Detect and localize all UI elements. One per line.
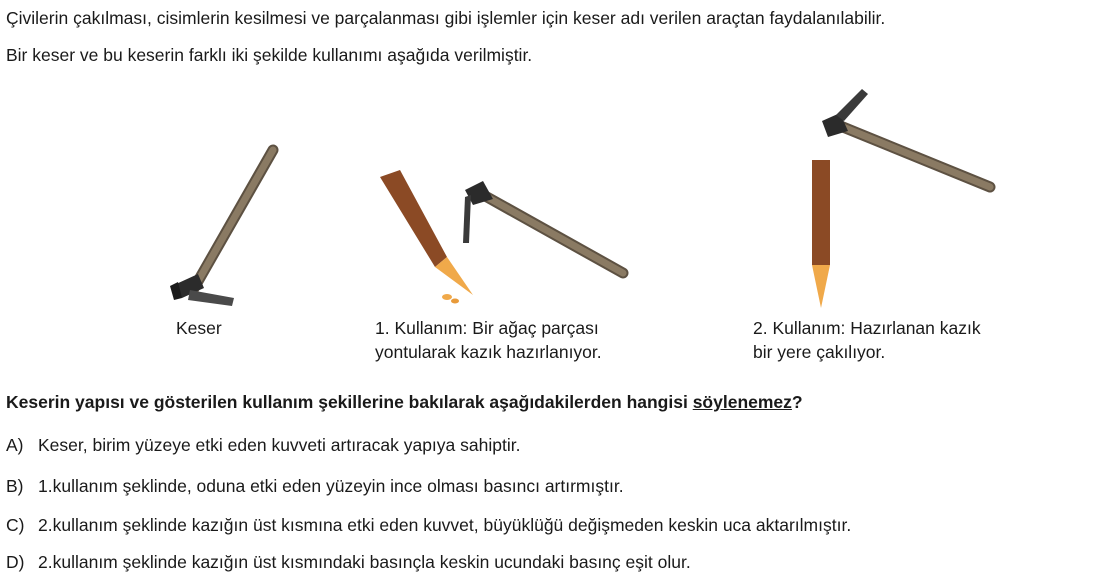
intro-line-1: Çivilerin çakılması, cisimlerin kesilmesi ve parçalanması gibi işlemler için keser adı verilen araçtan faydalanılabilir.	[6, 8, 886, 28]
question-underlined: söylenemez	[692, 392, 792, 412]
question-before: Keserin yapısı ve gösterilen kullanım şekillerine bakılarak aşağıdakilerden hangisi	[6, 392, 693, 412]
use1-illustration	[375, 165, 635, 310]
use1-caption	[375, 316, 602, 364]
option-a[interactable]	[6, 435, 520, 456]
option-d-text: 2.kullanım şeklinde kazığın üst kısmındaki basınçla keskin ucundaki basınç eşit olur.	[38, 552, 691, 572]
use2-caption-line-2: bir yere çakılıyor.	[753, 342, 886, 362]
option-a-text: Keser, birim yüzeye etki eden kuvveti artıracak yapıya sahiptir.	[38, 435, 521, 455]
wood-chips	[442, 294, 459, 304]
option-b[interactable]	[6, 476, 624, 497]
stake	[812, 160, 830, 308]
option-d-letter: D)	[6, 552, 25, 572]
wood-piece	[380, 170, 473, 295]
use2-caption	[753, 316, 981, 364]
intro-line-2: Bir keser ve bu keserin farklı iki şekilde kullanımı aşağıda verilmiştir.	[6, 45, 533, 65]
use1-keser-head	[463, 181, 493, 243]
keser-handle	[193, 150, 273, 290]
option-b-letter: B)	[6, 476, 24, 496]
option-b-text: 1.kullanım şeklinde, oduna etki eden yüzeyin ince olması basıncı artırmıştır.	[38, 476, 624, 496]
option-a-letter: A)	[6, 435, 24, 455]
option-c[interactable]	[6, 515, 851, 536]
keser-caption-text: Keser	[176, 318, 222, 338]
option-d[interactable]	[6, 552, 691, 573]
use1-caption-line-2: yontularak kazık hazırlanıyor.	[375, 342, 602, 362]
option-c-text: 2.kullanım şeklinde kazığın üst kısmına etki eden kuvvet, büyüklüğü değişmeden keskin uca aktarılmıştır.	[38, 515, 852, 535]
keser-caption	[176, 316, 222, 340]
use2-caption-line-1: 2. Kullanım: Hazırlanan kazık	[753, 318, 981, 338]
use1-keser-handle	[487, 197, 623, 273]
question-text	[6, 392, 803, 413]
option-c-letter: C)	[6, 515, 25, 535]
question-after: ?	[791, 392, 803, 412]
keser-illustration	[160, 140, 290, 315]
use2-keser-handle	[838, 125, 990, 187]
use2-illustration	[800, 85, 1005, 310]
use1-caption-line-1: 1. Kullanım: Bir ağaç parçası	[375, 318, 599, 338]
